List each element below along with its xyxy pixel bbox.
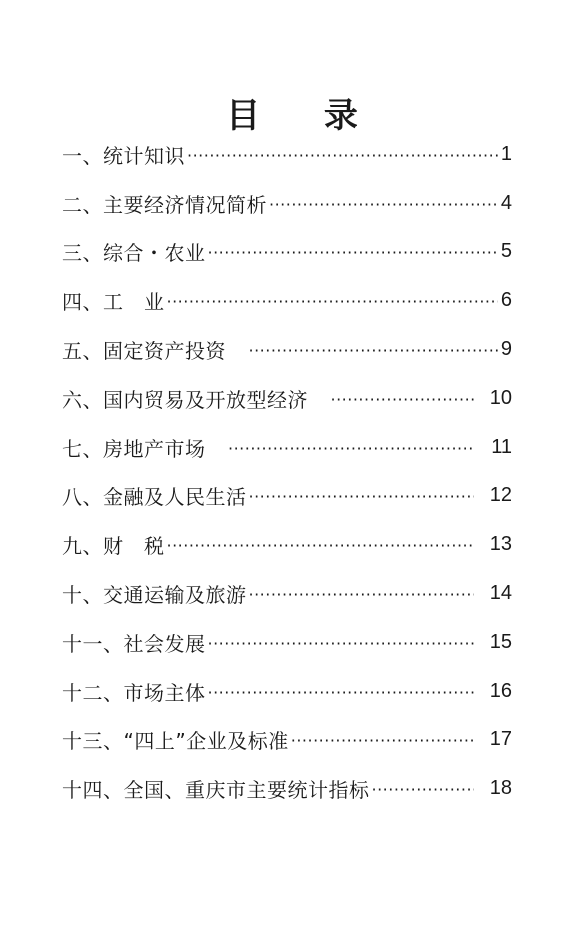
toc-entry-page: 9 — [500, 338, 512, 361]
toc-entry-real-estate[interactable] — [62, 423, 512, 472]
toc-entry-title: 二、主要经济情况简析 — [62, 192, 267, 217]
toc-entry-market-entities[interactable] — [62, 667, 512, 716]
toc-entry-page: 16 — [489, 679, 512, 702]
toc-entry-title: 四、工 业 — [62, 290, 165, 315]
dot-leader — [269, 195, 498, 214]
toc-entry-general-agriculture[interactable] — [62, 228, 512, 277]
toc-entry-page: 10 — [489, 386, 512, 409]
toc-entry-finance-livelihood[interactable] — [62, 472, 512, 521]
toc-entry-title: 十、交通运输及旅游 — [62, 583, 247, 608]
toc-entry-domestic-trade[interactable] — [62, 374, 512, 423]
dot-leader — [331, 390, 475, 409]
toc-entry-industry[interactable] — [62, 276, 512, 325]
dot-leader — [208, 243, 499, 262]
table-of-contents — [62, 130, 512, 813]
toc-entry-title: 七、房地产市场 — [62, 436, 226, 461]
dot-leader — [208, 634, 475, 653]
dot-leader — [167, 292, 499, 311]
dot-leader — [187, 146, 498, 165]
toc-entry-page: 15 — [489, 630, 512, 653]
toc-entry-title: 六、国内贸易及开放型经济 — [62, 387, 329, 412]
toc-entry-statistics-knowledge[interactable] — [62, 130, 512, 179]
toc-entry-fiscal-tax[interactable] — [62, 520, 512, 569]
toc-entry-page: 4 — [500, 191, 512, 214]
dot-leader — [372, 780, 475, 799]
toc-entry-page: 18 — [489, 777, 512, 800]
toc-entry-page: 14 — [489, 582, 512, 605]
dot-leader — [291, 731, 474, 750]
toc-entry-title: 八、金融及人民生活 — [62, 485, 247, 510]
toc-entry-title: 十三、“四上”企业及标准 — [62, 729, 289, 754]
toc-entry-title: 三、综合・农业 — [62, 241, 206, 266]
toc-entry-title: 十二、市场主体 — [62, 680, 206, 705]
toc-entry-social-development[interactable] — [62, 618, 512, 667]
dot-leader — [228, 439, 474, 458]
toc-entry-four-above-enterprises[interactable] — [62, 716, 512, 765]
toc-entry-fixed-asset-investment[interactable] — [62, 325, 512, 374]
toc-entry-title: 十四、全国、重庆市主要统计指标 — [62, 778, 370, 803]
dot-leader — [249, 487, 475, 506]
toc-entry-title: 十一、社会发展 — [62, 631, 206, 656]
toc-entry-title: 九、财 税 — [62, 534, 165, 559]
toc-entry-page: 12 — [489, 484, 512, 507]
toc-entry-title: 一、统计知识 — [62, 143, 185, 168]
page-title: 目 录 — [226, 95, 384, 136]
toc-entry-page: 5 — [500, 240, 512, 263]
toc-entry-page: 1 — [500, 142, 512, 165]
toc-entry-transport-tourism[interactable] — [62, 569, 512, 618]
dot-leader — [249, 585, 475, 604]
toc-entry-page: 13 — [489, 533, 512, 556]
toc-entry-title: 五、固定资产投资 — [62, 339, 247, 364]
dot-leader — [167, 536, 475, 555]
toc-entry-page: 17 — [489, 728, 512, 751]
toc-entry-page: 6 — [500, 289, 512, 312]
toc-entry-national-chongqing-indicators[interactable] — [62, 764, 512, 813]
dot-leader — [249, 341, 499, 360]
toc-entry-economic-overview[interactable] — [62, 179, 512, 228]
toc-entry-page: 11 — [491, 435, 512, 458]
dot-leader — [208, 683, 475, 702]
